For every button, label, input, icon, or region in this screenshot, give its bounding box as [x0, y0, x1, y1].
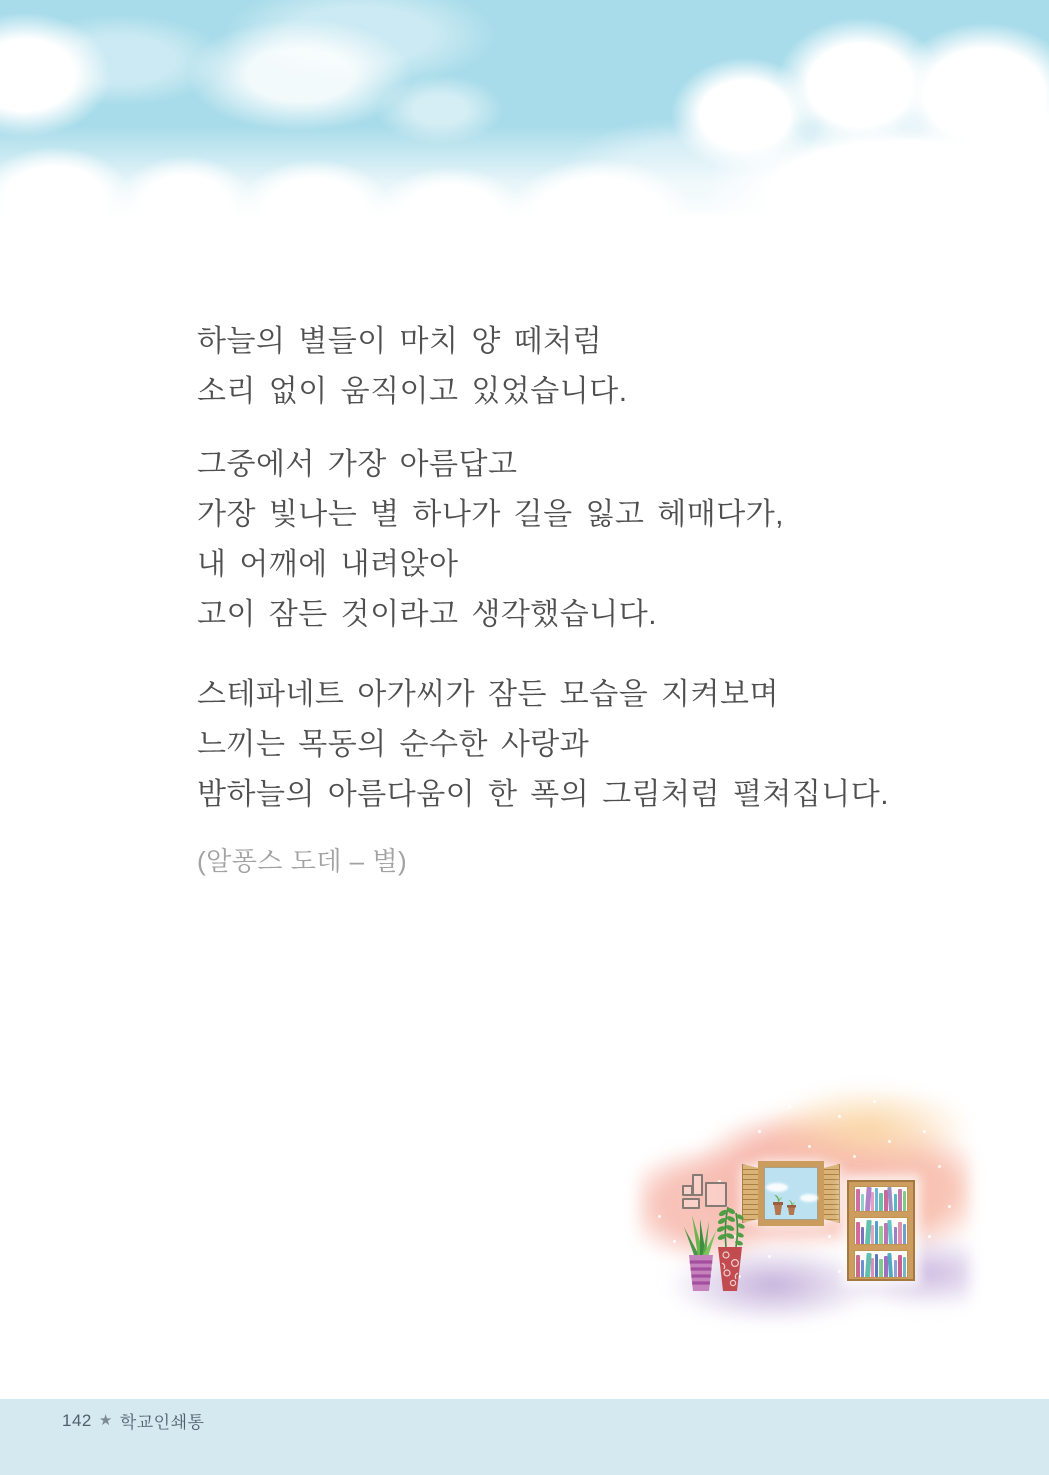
- picture-frame: [682, 1198, 700, 1209]
- book-spine: [898, 1222, 902, 1244]
- poem-line: 고이 잠든 것이라고 생각했습니다.: [197, 598, 658, 631]
- book-spine: [875, 1254, 879, 1277]
- book-spine: [894, 1194, 897, 1211]
- book-spine: [861, 1260, 864, 1277]
- window-shutter-right: [823, 1164, 840, 1223]
- fern-plant: [714, 1201, 746, 1296]
- cloud-in-window: [766, 1183, 788, 1192]
- book-spine: [894, 1227, 897, 1244]
- poem-line: 내 어깨에 내려앉아: [197, 548, 459, 581]
- book-spine: [887, 1220, 893, 1244]
- poem-line: 그중에서 가장 아름답고: [197, 448, 518, 481]
- bookshelf: [847, 1180, 915, 1281]
- aloe-plant: [682, 1211, 718, 1296]
- poem-stanza-2: [197, 440, 784, 640]
- book-spine: [871, 1192, 874, 1211]
- open-window: [742, 1161, 840, 1226]
- poem-line: 느끼는 목동의 순수한 사랑과: [197, 728, 590, 761]
- book-spine: [861, 1227, 864, 1244]
- book-spine: [856, 1255, 860, 1277]
- book-spine: [879, 1193, 882, 1211]
- book-spine: [875, 1221, 879, 1244]
- bookshelf-shelf: [854, 1186, 908, 1212]
- poem-stanza-3: [197, 670, 889, 820]
- poem-stanza-1: [197, 317, 628, 417]
- poem-line: 밤하늘의 아름다움이 한 폭의 그림처럼 펼쳐집니다.: [197, 778, 890, 811]
- book-spine: [871, 1258, 874, 1277]
- picture-frame: [682, 1185, 693, 1196]
- poem-line: 하늘의 별들이 마치 양 떼처럼: [197, 325, 603, 358]
- poem-line: 가장 빛나는 별 하나가 길을 잃고 헤매다가,: [197, 498, 785, 531]
- book-spine: [879, 1259, 882, 1277]
- book-spine: [887, 1187, 893, 1211]
- poem-attribution: (알퐁스 도데 – 별): [197, 846, 408, 876]
- watercolor-sky-header: [0, 0, 1049, 218]
- star-icon: ★: [98, 1412, 113, 1429]
- book-spine: [894, 1260, 897, 1277]
- book-spine: [903, 1224, 906, 1244]
- book-spine: [898, 1189, 902, 1211]
- book-spine: [861, 1194, 864, 1211]
- windowsill-seedling-pot: [786, 1199, 797, 1220]
- book-spine: [871, 1225, 874, 1244]
- picture-frame: [692, 1174, 703, 1196]
- poem-line: 소리 없이 움직이고 있었습니다.: [197, 375, 628, 408]
- page-number: 142: [62, 1410, 92, 1430]
- bookshelf-shelf: [854, 1217, 908, 1245]
- book-spine: [879, 1226, 882, 1244]
- cloud-in-window: [800, 1194, 818, 1202]
- book-spine: [898, 1255, 902, 1277]
- poem-line: 스테파네트 아가씨가 잠든 모습을 지켜보며: [197, 678, 779, 711]
- book-spine: [903, 1191, 906, 1211]
- book-spine: [856, 1189, 860, 1211]
- brand-name: 학교인쇄통: [119, 1413, 205, 1432]
- book-spine: [856, 1222, 860, 1244]
- sparkle-dots: [638, 1085, 641, 1088]
- book-spine: [875, 1188, 879, 1211]
- bookshelf-shelf: [854, 1250, 908, 1278]
- book-spine: [903, 1257, 906, 1277]
- window-frame: [758, 1161, 824, 1226]
- book-spine: [887, 1253, 893, 1277]
- footer-band: [0, 1399, 1049, 1475]
- windowsill-seedling-pot: [771, 1193, 785, 1220]
- cozy-room-illustration: [638, 1085, 970, 1337]
- footer-content: [62, 1408, 204, 1433]
